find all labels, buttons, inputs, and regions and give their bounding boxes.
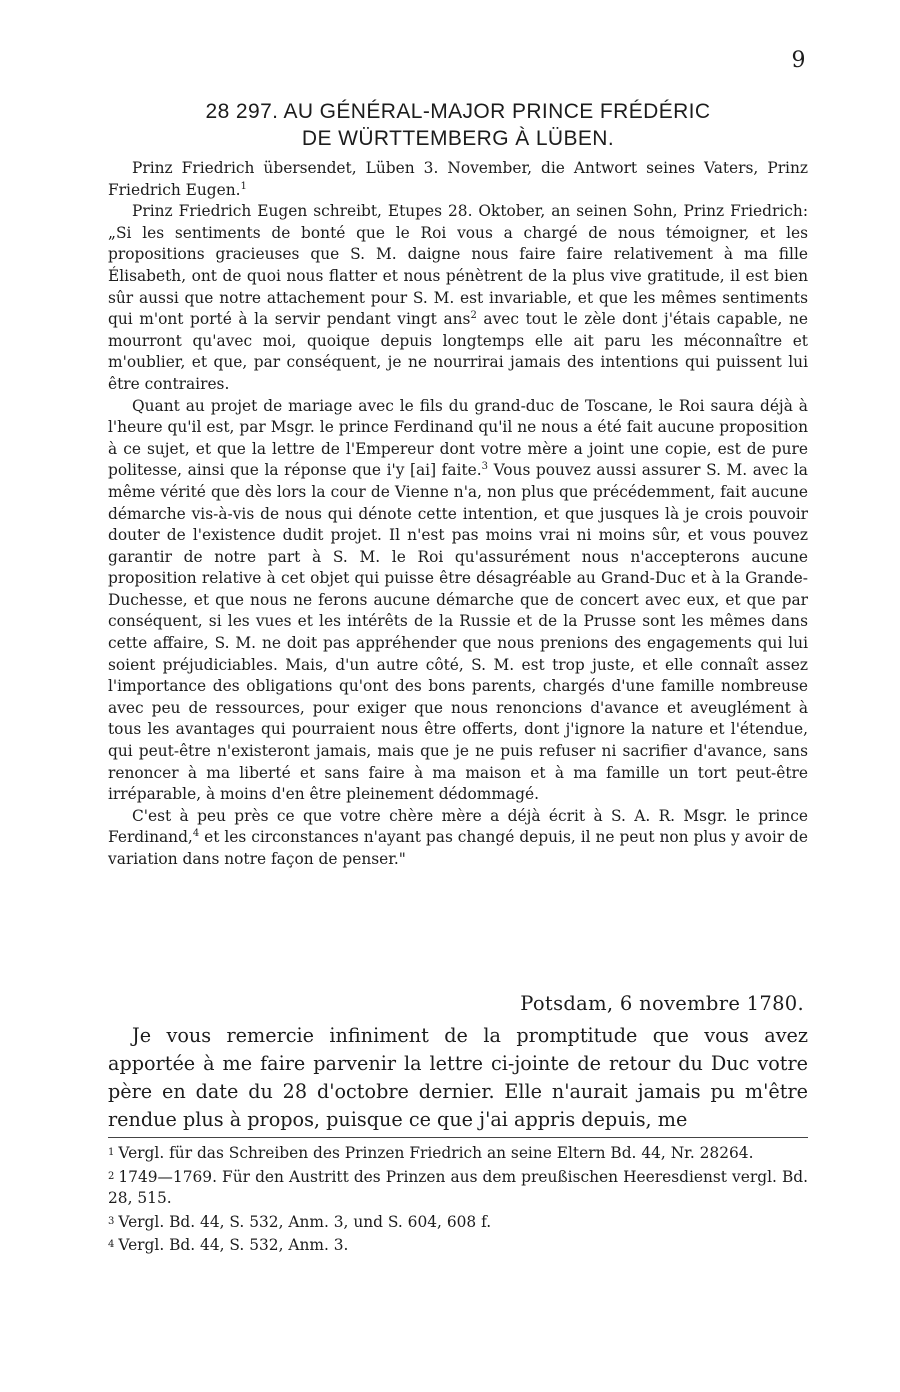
footnote-reference: 3 xyxy=(481,461,489,473)
letter-dateline: Potsdam, 6 novembre 1780. xyxy=(520,992,804,1015)
heading-line-1: 28 297. AU GÉNÉRAL-MAJOR PRINCE FRÉDÉRIC xyxy=(205,100,711,123)
footnote xyxy=(108,1235,808,1257)
footnote xyxy=(108,1143,808,1165)
intro-paragraph: Prinz Friedrich Eugen schreibt, Etupes 28. Oktober, an seinen Sohn, Prinz Friedrich: „Si les sentiments de bonté que le Roi vous a chargé de nous témoigner, et les propositions gracieuses que S. M. daigne nous faire faire relativement à ma fille Élisabeth, ont de quoi nous flatter et nous pénètrent de la plus vive gratitude, il est bien sûr aussi que notre attachement pour S. M. est invariable, et que les mêmes sentiments qui m'ont porté à la servir pendant vingt ans$^2$ avec tout le zèle dont j'étais capable, ne mourront qu'avec moi, quoique depuis longtemps elle ait paru les méconnaître et m'oublier, et que, par conséquent, je ne nourrirai jamais des intentions qui puissent lui être contraires. xyxy=(108,202,808,393)
intro-paragraph: Quant au projet de mariage avec le fils du grand-duc de Toscane, le Roi saura déjà à l'heure qu'il est, par Msgr. le prince Ferdinand qu'il ne nous a été fait aucune proposition à ce sujet, et que la lettre de l'Empereur dont votre mère a joint une copie, est de pure politesse, ainsi que la réponse que i'y [ai] faite.$^3$ Vous pouvez aussi assurer S. M. avec la même vérité que dès lors la cour de Vienne n'a, non plus que précédemment, fait aucune démarche vis-à-vis de nous qui dénote cette intention, et que jusques là je crois pouvoir douter de l'existence dudit projet. Il n'est pas moins vrai ni moins sûr, et vous pouvez garantir de notre part à S. M. le Roi qu'assurément nous n'accepterons aucune proposition relative à cet objet qui puisse être désagréable au Grand-Duc et à la Grande-Duchesse, et que nous ne ferons aucune démarche que de concert avec eux, et que par conséquent, si les vues et les intérêts de la Russie et de la Prusse sont les mêmes dans cette affaire, S. M. ne doit pas appréhender que nous prenions des engagements qui lui soient préjudiciables. Mais, d'un autre côté, S. M. est trop juste, et elle connaît assez l'importance des obligations qu'ont des bons parents, chargés d'une famille nombreuse avec peu de ressources, pour exiger que nous renoncions d'avance et aveuglément à tous les avantages qui pourraient nous être offerts, dont j'ignore la nature et l'étendue, qui peut-être n'existeront jamais, mais que je ne puis refuser ni sacrifier d'avance, sans renoncer à ma liberté et sans faire à ma maison et à ma famille un tort peut-être irréparable, à moins d'en être pleinement dédommagé. xyxy=(108,396,808,804)
footnote-text: Vergl. Bd. 44, S. 532, Anm. 3. xyxy=(118,1236,349,1254)
footnotes xyxy=(108,1143,808,1259)
footnote-marker: 3 xyxy=(108,1215,115,1227)
footnote-marker: 1 xyxy=(108,1147,115,1158)
intro-paragraph: C'est à peu près ce que votre chère mère a déjà écrit à S. A. R. Msgr. le prince Ferdinand,$^4$ et les circonstances n'ayant pas changé depuis, il ne peut non plus y avoir de variation dans notre façon de penser." xyxy=(108,806,808,868)
footnote-reference: 4 xyxy=(192,828,200,840)
footnote xyxy=(108,1167,808,1210)
document-heading xyxy=(108,98,808,152)
footnote-text: Vergl. für das Schreiben des Prinzen Friedrich an seine Eltern Bd. 44, Nr. 28264. xyxy=(118,1144,754,1162)
footnote-reference: 1 xyxy=(240,180,247,192)
letter-body xyxy=(108,1022,808,1134)
footnote-text: 1749—1769. Für den Austritt des Prinzen aus dem preußischen Heeresdienst vergl. Bd. 28, 515. xyxy=(108,1167,808,1207)
footnote-text: Vergl. Bd. 44, S. 532, Anm. 3, und S. 604, 608 f. xyxy=(118,1212,492,1231)
footnote-divider xyxy=(108,1137,808,1138)
page-number: 9 xyxy=(791,48,806,73)
heading-line-2: DE WÜRTTEMBERG À LÜBEN. xyxy=(301,127,615,150)
footnote xyxy=(108,1212,808,1234)
footnote-reference: 2 xyxy=(470,310,477,322)
editorial-introduction xyxy=(108,158,808,871)
letter-paragraph: Je vous remercie infiniment de la promptitude que vous avez apportée à me faire parvenir la lettre ci-jointe de retour du Duc votre père en date du 28 d'octobre dernier. Elle n'aurait jamais pu m'être rendue plus à propos, puisque ce que j'ai appris depuis, me xyxy=(108,1024,808,1131)
footnote-marker: 2 xyxy=(108,1170,115,1182)
intro-paragraph: Prinz Friedrich übersendet, Lüben 3. November, die Antwort seines Vaters, Prinz Friedrich Eugen.$^1$ xyxy=(108,159,808,199)
footnote-marker: 4 xyxy=(108,1239,115,1250)
